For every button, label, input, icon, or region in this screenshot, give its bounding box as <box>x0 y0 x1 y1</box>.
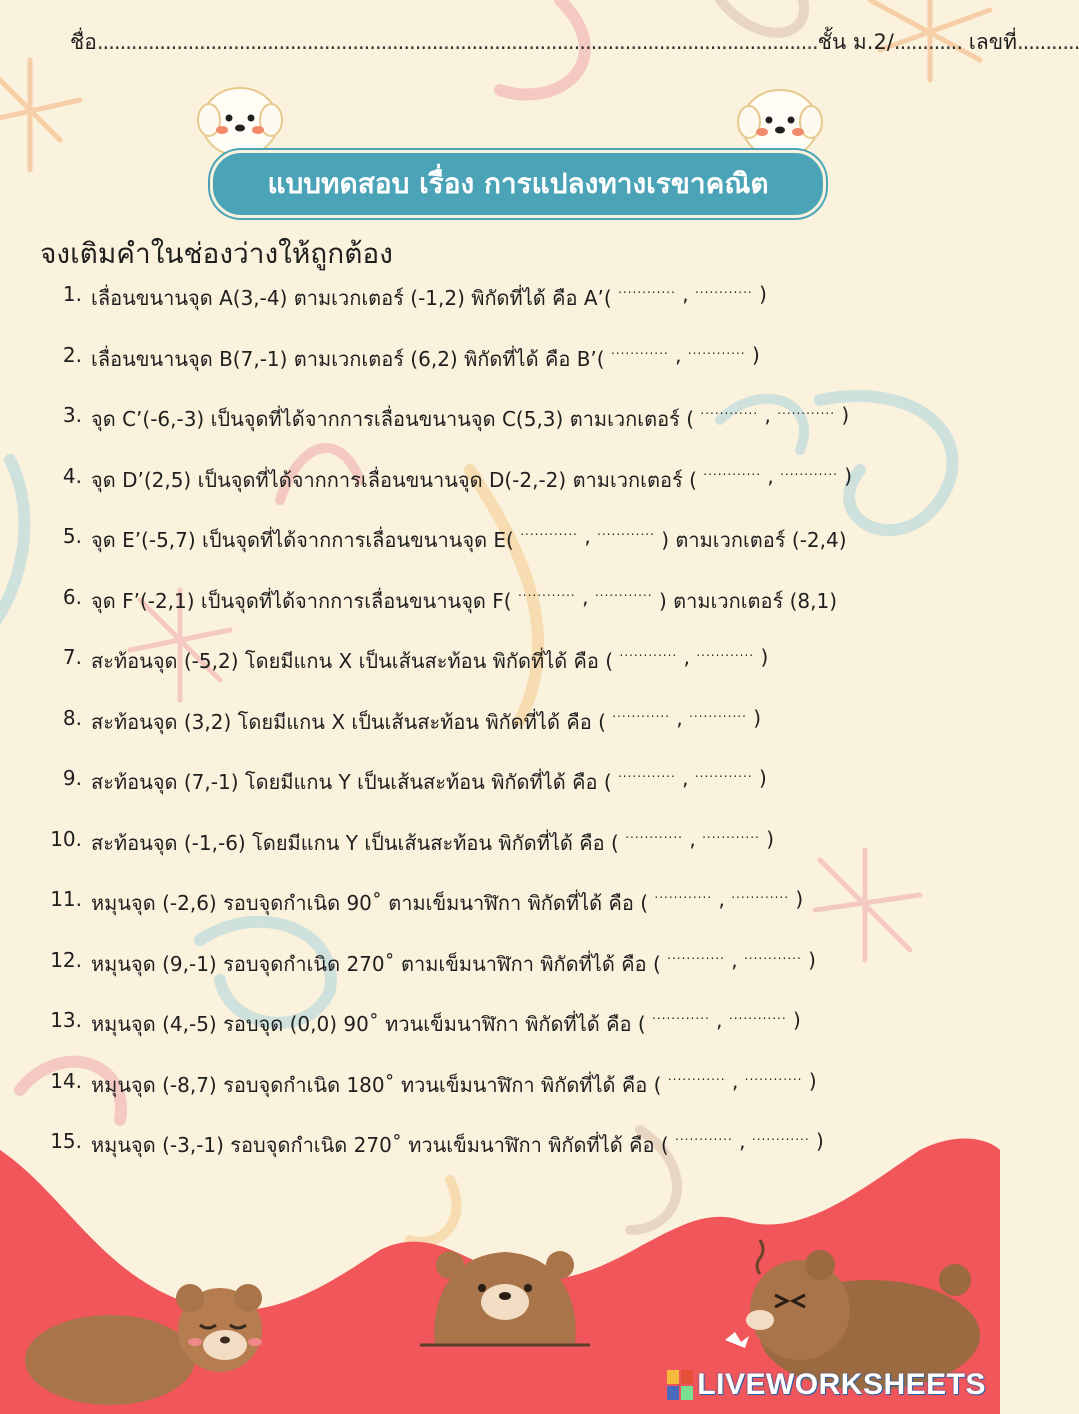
answer-blank-x[interactable]: ............ <box>652 1008 710 1022</box>
question-text-end: ) <box>760 645 769 669</box>
answer-separator: , <box>676 705 683 730</box>
question-item <box>40 464 970 525</box>
question-text-end: ) <box>841 403 850 427</box>
answer-blank-x[interactable]: ............ <box>612 705 671 720</box>
question-text: เลื่อนขนานจุด B(7,-1) ตามเวกเตอร์ (6,2) พิกัดที่ได้ คือ B’( <box>91 346 605 371</box>
question-item <box>40 887 970 948</box>
question-number: 9. <box>62 766 82 790</box>
question-number: 2. <box>62 342 82 367</box>
answer-blank-y[interactable]: ............ <box>702 826 760 841</box>
peeking-bear-icon <box>420 1240 590 1355</box>
number-field[interactable]: ........... <box>1016 30 1079 54</box>
question-text-end: ) <box>816 1129 824 1153</box>
question-item <box>40 948 970 1009</box>
sleeping-bear-icon <box>20 1270 270 1410</box>
answer-separator: , <box>739 1129 746 1153</box>
answer-separator: , <box>767 463 774 488</box>
question-item <box>40 585 970 646</box>
question-text: สะท้อนจุด (7,-1) โดยมีแกน Y เป็นเส้นสะท้อน พิกัดที่ได้ คือ ( <box>91 770 612 794</box>
question-text-end: ) <box>758 766 767 790</box>
question-text: สะท้อนจุด (3,2) โดยมีแกน X เป็นเส้นสะท้อน พิกัดที่ได้ คือ ( <box>91 709 606 734</box>
logo-text: LIVEWORKSHEETS <box>697 1368 986 1401</box>
question-item <box>40 343 970 404</box>
answer-blank-y[interactable]: ............ <box>744 1068 803 1083</box>
class-field[interactable]: ............ <box>893 30 962 54</box>
answer-blank-x[interactable]: ............ <box>703 463 762 478</box>
question-number: 10. <box>50 826 82 851</box>
number-label: เลขที่ <box>968 30 1017 54</box>
question-number: 7. <box>62 645 82 669</box>
answer-blank-y[interactable]: ............ <box>751 1129 810 1143</box>
answer-blank-x[interactable]: ............ <box>625 826 683 841</box>
answer-blank-y[interactable]: ............ <box>594 584 653 599</box>
answer-blank-x[interactable]: ............ <box>667 1068 726 1083</box>
worksheet-title: แบบทดสอบ เรื่อง การแปลงทางเรขาคณิต <box>210 150 826 218</box>
question-text-end: ) <box>793 1008 801 1032</box>
question-text: หมุนจุด (-8,7) รอบจุดกำเนิด 180˚ ทวนเข็มนาฬิกา พิกัดที่ได้ คือ ( <box>91 1072 662 1097</box>
answer-separator: , <box>689 826 696 851</box>
question-number: 3. <box>62 403 82 427</box>
question-item <box>40 766 970 827</box>
answer-blank-y[interactable]: ............ <box>689 705 747 720</box>
question-number: 1. <box>62 282 82 306</box>
answer-separator: , <box>731 947 738 972</box>
answer-blank-y[interactable]: ............ <box>694 282 753 296</box>
question-text-end: ) <box>808 947 816 972</box>
question-number: 4. <box>62 463 82 488</box>
answer-blank-x[interactable]: ............ <box>619 645 678 659</box>
answer-blank-x[interactable]: ............ <box>517 584 576 599</box>
question-item <box>40 706 970 767</box>
answer-blank-x[interactable]: ............ <box>675 1129 733 1143</box>
question-text-end: ) <box>753 705 762 730</box>
answer-blank-y[interactable]: ............ <box>731 887 790 901</box>
answer-separator: , <box>716 1008 723 1032</box>
answer-blank-x[interactable]: ............ <box>618 282 676 296</box>
question-text: หมุนจุด (9,-1) รอบจุดกำเนิด 270˚ ตามเข็มนาฬิกา พิกัดที่ได้ คือ ( <box>91 951 661 976</box>
question-number: 5. <box>62 524 82 548</box>
answer-separator: , <box>718 887 725 911</box>
liveworksheets-logo-icon <box>667 1370 693 1400</box>
answer-separator: , <box>582 584 589 609</box>
class-label: ชั้น ม.2/ <box>817 30 894 54</box>
question-number: 6. <box>62 584 82 609</box>
question-text-end: ) <box>808 1068 817 1093</box>
answer-separator: , <box>764 403 771 427</box>
answer-blank-y[interactable]: ............ <box>687 342 746 357</box>
question-number: 14. <box>50 1068 82 1093</box>
question-item <box>40 827 970 888</box>
answer-separator: , <box>731 1068 739 1093</box>
question-text: เลื่อนขนานจุด A(3,-4) ตามเวกเตอร์ (-1,2) พิกัดที่ได้ คือ A’( <box>91 286 612 310</box>
question-text: หมุนจุด (-3,-1) รอบจุดกำเนิด 270˚ ทวนเข็มนาฬิกา พิกัดที่ได้ คือ ( <box>91 1133 669 1157</box>
question-number: 13. <box>50 1008 82 1032</box>
question-text-end: ) ตามเวกเตอร์ (-2,4) <box>661 528 847 552</box>
question-text: หมุนจุด (-2,6) รอบจุดกำเนิด 90˚ ตามเข็มนาฬิกา พิกัดที่ได้ คือ ( <box>91 891 649 915</box>
question-text-end: ) <box>844 463 853 488</box>
question-text: จุด C’(-6,-3) เป็นจุดที่ได้จากการเลื่อนขนานจุด C(5,3) ตามเวกเตอร์ ( <box>91 407 695 431</box>
answer-blank-x[interactable]: ............ <box>617 766 676 780</box>
dog-left-icon <box>195 80 285 160</box>
question-text: จุด D’(2,5) เป็นจุดที่ได้จากการเลื่อนขนานจุด D(-2,-2) ตามเวกเตอร์ ( <box>91 467 697 492</box>
answer-blank-y[interactable]: ............ <box>694 766 753 780</box>
answer-separator: , <box>584 524 591 548</box>
question-item <box>40 1069 970 1130</box>
answer-blank-x[interactable]: ............ <box>700 403 759 417</box>
question-text: หมุนจุด (4,-5) รอบจุด (0,0) 90˚ ทวนเข็มนาฬิกา พิกัดที่ได้ คือ ( <box>91 1012 646 1036</box>
answer-blank-y[interactable]: ............ <box>777 403 836 417</box>
answer-blank-x[interactable]: ............ <box>520 524 578 538</box>
student-info-line <box>70 26 1079 59</box>
answer-blank-y[interactable]: ............ <box>743 947 802 962</box>
answer-blank-y[interactable]: ............ <box>780 463 838 478</box>
question-text-end: ) <box>795 887 804 911</box>
question-text: จุด F’(-2,1) เป็นจุดที่ได้จากการเลื่อนขนานจุด F( <box>91 588 512 613</box>
question-number: 11. <box>50 887 82 911</box>
answer-blank-x[interactable]: ............ <box>654 887 713 901</box>
question-list <box>40 282 970 1190</box>
answer-blank-y[interactable]: ............ <box>728 1008 787 1022</box>
answer-separator: , <box>682 766 689 790</box>
question-number: 8. <box>62 705 82 730</box>
answer-separator: , <box>675 342 682 367</box>
question-text: สะท้อนจุด (-5,2) โดยมีแกน X เป็นเส้นสะท้อน พิกัดที่ได้ คือ ( <box>91 649 614 673</box>
question-text-end: ) <box>766 826 775 851</box>
answer-blank-y[interactable]: ............ <box>696 645 755 659</box>
answer-separator: , <box>682 282 689 306</box>
answer-blank-x[interactable]: ............ <box>610 342 669 357</box>
question-item <box>40 524 970 585</box>
question-text-end: ) ตามเวกเตอร์ (8,1) <box>658 588 838 613</box>
question-item <box>40 403 970 464</box>
liveworksheets-logo <box>667 1368 986 1402</box>
question-number: 15. <box>50 1129 82 1153</box>
question-item <box>40 645 970 706</box>
question-number: 12. <box>50 947 82 972</box>
instruction-text: จงเติมคำในช่องว่างให้ถูกต้อง <box>40 237 393 270</box>
name-label: ชื่อ <box>70 30 97 54</box>
answer-separator: , <box>683 645 690 669</box>
question-text: สะท้อนจุด (-1,-6) โดยมีแกน Y เป็นเส้นสะท้อน พิกัดที่ได้ คือ ( <box>91 830 619 855</box>
question-text-end: ) <box>759 282 767 306</box>
answer-blank-x[interactable]: ............ <box>667 947 725 962</box>
question-text: จุด E’(-5,7) เป็นจุดที่ได้จากการเลื่อนขนานจุด E( <box>91 528 514 552</box>
answer-blank-y[interactable]: ............ <box>597 524 655 538</box>
question-item <box>40 1008 970 1069</box>
question-text-end: ) <box>751 342 760 367</box>
question-item <box>40 282 970 343</box>
name-field[interactable]: ............................................................................................................................... <box>96 30 818 54</box>
